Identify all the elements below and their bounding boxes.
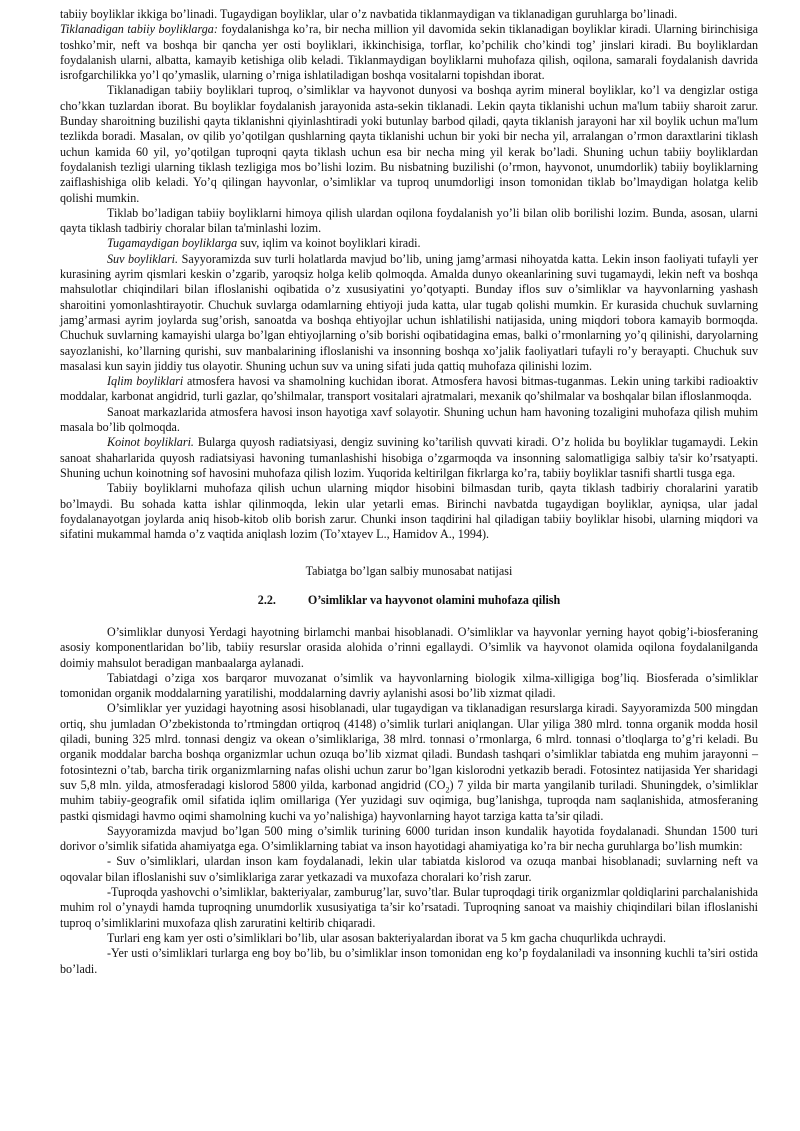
paragraph	[60, 374, 758, 405]
section-title: O’simliklar va hayvonot olamini muhofaza qilish	[307, 592, 561, 607]
list-item: -Yer usti o’simliklari turlarga eng boy bo’lib, bu o’simliklar inson tomonidan eng ko’p foydalaniladi va insonning kuchli ta’siri ostida bo’ladi.	[60, 946, 758, 976]
list-item: -Tuproqda yashovchi o’simliklar, bakteriyalar, zamburug’lar, suvo’tlar. Bular tuproqdagi tirik organizmlar qoldiqlarini parchalanishida muhim rol o’ynaydi hamda tuproqning unumdorlik xususiyatiga ta’sir ko’rsatadi. Tuproqning sanoat va maishiy chiqindilari bilan ifloslanishi tuproq o’simliklarini muxofaza qlish zaruratini keltirib chiqaradi.	[60, 885, 758, 930]
emphasis-term: Suv boyliklari.	[107, 251, 179, 266]
section-number: 2.2.	[257, 592, 276, 607]
paragraph	[60, 236, 758, 251]
paragraph-text: O’simliklar yer yuzidagi hayotning asosi hisoblanadi, ular tugaydigan va tiklanadigan resurslarga kiradi. Sayyoramizda 500 mingdan ortiq, shu jumladan O’zbekistonda to’rtmingdan ortiqroq (4148) o’simlik turlari aniqlangan. Ular yiliga 380 mlrd. tonna organik modda hosil qiladi, buning 325 mlrd. tonnasi dengiz va okean o’simliklariga, 38 mlrd. tonnasi o’rmonlarga, 6 mlrd. tonnasi o’tloqlarga to’g’ri keladi. Bu organik moddalar barcha boshqa organizmlar uchun ozuqa bo’lib xizmat qiladi. Bundash tashqari o’simliklar tabiatda eng muhim jarayonni – fotosintezni o’tab, barcha tirik organizmlarning nafas olishi uchun zarur bo’lgan kislorodni yetkazib beradi. Fotosintez natijasida Yer sharidagi suv 5,8 mln. yilda, atmosferadagi kislorod 5800 yilda, karbonad angidrid (CO	[60, 701, 758, 792]
paragraph-text: Bularga quyosh radiatsiyasi, dengiz suvining ko’tarilish quvvati kiradi. O’z holida bu boyliklar tugamaydi. Lekin sanoat shaharlarida quyosh radiatsiyasi havoning tumanlashishi hisobiga o’zgarmoqda va insonning salomatligiga salbiy ta'sir ko’rsatyapti. Shuning uchun koinotning sof havosini muhofaza qilish lozim. Yuqorida keltirilgan fikrlarga ko’ra, tabiiy boyliklar tasnifi shartli tusga ega.	[60, 435, 758, 480]
paragraph: Tiklanadigan tabiiy boyliklari tuproq, o’simliklar va hayvonot dunyosi va boshqa ayrim mineral boyliklar, ko’l va dengizlar ostiga cho’kkan tuzlardan iborat. Bu boyliklar foydalanish jarayonida asta-sekin tiklanadi. Lekin qayta tiklanishi uchun ma'lum tabiiy sharoit zarur. Bunday sharoitning buzilishi qayta tiklanishni qiyinlashtiradi yoki butunlay barbod qiladi, qayta tiklanish jarayoni har xil boylik uchun ma'lum tezlikda boradi. Masalan, ov qilib yo’qotilgan qushlarning qayta tiklanishi uchun bir yoki bir necha yil, arralangan o’rmon daraxtlarini tiklash uchun kamida 60 yil, yo’qotilgan tuproqni qayta tiklash uchun esa bir necha ming yil kerak bo’ladi. Shuning uchun tabiiy boyliklardan foydalanish tezligi ularning tiklash tezligiga mos bo’lishi lozim. Bu nisbatning buzilishi (o’rmon, hayvonot, unumdorlik) tabiiy boyliklarning zaiflashishiga olib keladi. Yo’q qilingan hayvonlar, o’simliklar va tuproq unumdorligi inson tomonidan tiklab bo’lmaydigan holatga kelib qolishi mumkin.	[60, 83, 758, 205]
paragraph: tabiiy boyliklar ikkiga bo’linadi. Tugaydigan boyliklar, ular o’z navbatida tiklanmaydigan va tiklanadigan guruhlarga bo’linadi.	[60, 7, 678, 21]
paragraph-text: foydalanishga ko’ra, bir necha million yil davomida sekin tiklanadigan boyliklar kiradi. Ularning birinchisiga toshko’mir, neft va boshqa bir qancha yer osti boyliklari, ikkinchisiga, torflar, ko’pchilik cho’kindi tog’ jinslari kiradi. Bu boyliklardan foydalanish ularni, albatta, kamayib ketishiga olib keladi. Tiklanmaydigan boyliklarni muhofaza qilish, oqilona, samarali foydalanish davrida isrofgarchilikka yo’l qo’ymaslik, ularning o’rniga ishlatiladigan boshqa vositalarni topishdan iborat.	[60, 22, 758, 83]
paragraph-text: ) 7 yilda bir marta yangilanib turiladi. Shuningdek, o’simliklar muhim tabiiy-geografik omil sifatida iqlim omillariga (Yer yuzidagi suv oqimiga, bug’lanishga, tuproqda nam saqlanishida, atmosferaning pastki qismidagi havmo oqimi shamolning kuchi va yo’nalishiga) hayvonlarning hayot tarziga katta ta’sir qiladi.	[60, 777, 758, 823]
paragraph	[60, 22, 758, 83]
paragraph: Turlari eng kam yer osti o’simliklari bo’lib, ular asosan bakteriyalardan iborat va 5 km gacha chuqurlikda uchraydi.	[107, 930, 667, 945]
paragraph: Tiklab bo’ladigan tabiiy boyliklarni himoya qilish ulardan oqilona foydalanish yo’li bilan olib borilishi lozim. Bunda, asosan, ularni qayta tiklash tadbiriy choralar bilan ta'minlashi lozim.	[60, 205, 758, 236]
emphasis-term: Koinot boyliklari.	[107, 435, 194, 450]
paragraph: Tabiatdagi o’ziga xos barqaror muvozanat o’simlik va hayvonlarning biologik xilma-xilligiga bog’liq. Biosferada o’simliklar tomonidan organik moddalarning yaratilishi, moddalarning davriy aylanishi asosi bo’lib xizmat qiladi.	[60, 670, 758, 701]
paragraph-text: atmosfera havosi va shamolning kuchidan iborat. Atmosfera havosi bitmas-tuganmas. Lekin uning tarkibi radioaktiv moddalar, karbonat angidrid, turli gazlar, qo’shilmalar, transport vositalari ajratmalari, mexanik qo’shilmalar va boshqalar bilan ifloslanmoqda.	[60, 374, 758, 404]
paragraph: O’simliklar dunyosi Yerdagi hayotning birlamchi manbai hisoblanadi. O’simliklar va hayvonlar yerning hayot qobig’i-biosferaning asosiy komponentlaridan bo’lib, tabiiy resurslar orasida alohida o’rinni egallaydi. O’simlik va hayvonot olamida oqilona foydalanilganda doimiy mahsulot beradigan manbaalarga aylanadi.	[60, 624, 758, 670]
paragraph-text: Sayyoramizda suv turli holatlarda mavjud bo’lib, uning jamg’armasi nihoyatda katta. Lekin inson faoliyati tufayli yer kurasining ayrim qismlari keskin o’zgarib, yaroqsiz holga kelib qolmoqda. Amalda dunyo okeanlarining suvi tugamaydi, lekin neft va boshqa mahsulotlar chiqindilari bilan ifloslanishi oqibatida o’z xususiyatini yo’qotyapti. Bunday iflos suv o’simliklar va hayvonlarning yashash sharoitini yomonlashtirayotir. Chuchuk suvlarga odamlarning ehtiyoji juda katta, ular tugab qolishi mumkin. Er kurasida chuchuk suvlarning jamg’armasi ayrim joylarda sug’orish, sanoatda va boshqa ehtiyojlar uchun ishlatilishi natijasida, uning miqdori tobora kamayib bormoqda. Chuchuk suvlarning kamayishi ularga bo’lgan ehtiyojlarning o’sib borishi oqibatidagina emas, balki o’rmonlarning yo’q qilinishi, daryolarning sayozlanishi, ko’llarning qurishi, suv manbalarining ifloslanishi va insonning boshqa xo’jalik faoliyatlari tufayli ro’y berayapti. Chuchuk suv masalasi kun sayin jiddiy tus olayotir. Shuning uchun suv va uning sifati juda qattiq muhofaza qilinishi lozim.	[60, 251, 758, 373]
paragraph	[60, 435, 758, 481]
paragraph: Sanoat markazlarida atmosfera havosi inson hayotiga xavf solayotir. Shuning uchun ham havoning tozaligini muhofaza qilish muhim masala bo’lib qolmoqda.	[60, 404, 758, 435]
paragraph: Tabiiy boyliklarni muhofaza qilish uchun ularning miqdor hisobini bilmasdan turib, qayta tiklash tadbiriy choralarini yaratib bo’lmaydi. Bu sohada katta ishlar qilinmoqda, lekin ular yetarli emas. Birinchi navbatda tugaydigan boyliklar, ayniqsa, ular jadal foydalanayotgan joylarda aniq hisob-kitob olib borish zarur. Chunki inson taqdirini hal qiladigan tabiiy boyliklar hisobi, ularning miqdori va sifatini mukammal hamda o’z vaqtida aniqlash lozim (To’xtayev L., Hamidov A., 1994).	[60, 481, 758, 542]
paragraph-text: suv, iqlim va koinot boyliklari kiradi.	[237, 236, 421, 251]
figure-caption: Tabiatga bo’lgan salbiy munosabat natijasi	[305, 564, 513, 579]
paragraph	[60, 701, 758, 823]
subscript: 2	[445, 785, 450, 795]
emphasis-term: Iqlim boyliklari	[107, 374, 184, 389]
paragraph	[60, 252, 758, 374]
section-heading	[60, 593, 758, 608]
emphasis-term: Tiklanadigan tabiiy boyliklarga:	[60, 22, 218, 37]
paragraph: Sayyoramizda mavjud bo’lgan 500 ming o’simlik turining 6000 turidan inson kundalik hayotida foydalanadi. Shundan 1500 turi dorivor o’simlik sifatida ahamiyatga ega. O’simliklarning tabiat va inson hayotidagi ahamiyatiga ko’ra bir necha guruhlarga bo’lish mumkin:	[60, 823, 758, 854]
emphasis-term: Tugamaydigan boyliklarga	[107, 236, 238, 251]
list-item: - Suv o’simliklari, ulardan inson kam foydalanadi, lekin ular tabiatda kislorod va ozuqa manbai hisoblanadi; suvlarning neft va oqovalar bilan ifloslanishi suv o’simliklariga zarar yetkazadi va muxofaza choralari ko’rish zarur.	[60, 854, 758, 884]
